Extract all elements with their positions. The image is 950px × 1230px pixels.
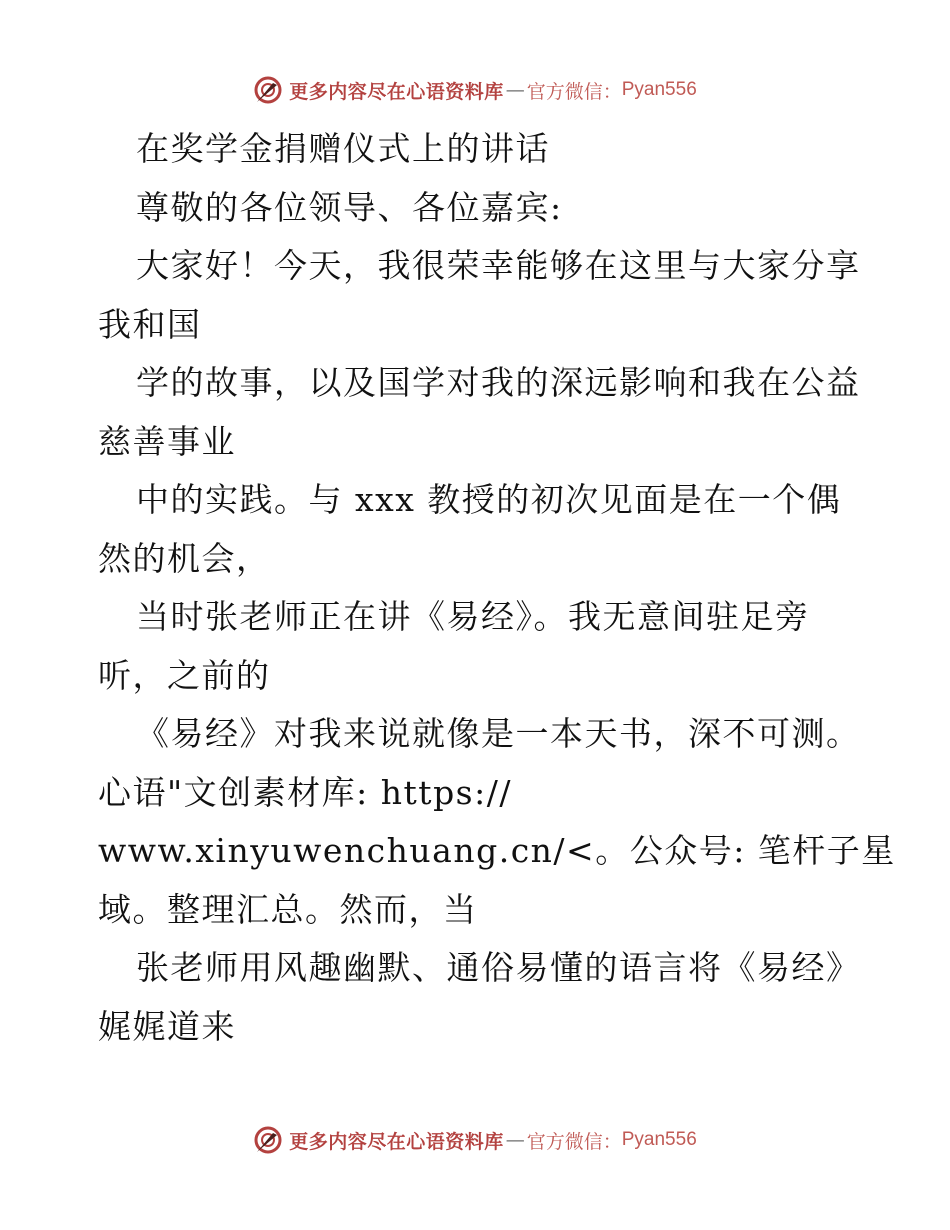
banner-separator: —: [505, 1129, 525, 1151]
banner-main-text: 更多内容尽在心语资料库: [289, 1130, 504, 1153]
salutation: 尊敬的各位领导、各位嘉宾:: [136, 187, 563, 227]
quill-logo-icon: [253, 75, 283, 105]
document-body: [98, 120, 896, 1056]
quill-logo-icon: [253, 1125, 283, 1155]
banner-wechat-id: Pyan556: [621, 1129, 697, 1150]
text-line: 张老师用风趣幽默、通俗易懂的语言将《易经》: [136, 948, 861, 987]
header-banner: [0, 70, 950, 110]
footer-banner: [0, 1120, 950, 1160]
text-line: 我和国: [98, 304, 202, 344]
text-line: 当时张老师正在讲《易经》。我无意间驻足旁: [136, 597, 810, 636]
text-line: 学的故事，以及国学对我的深远影响和我在公益: [136, 363, 861, 402]
text-line: www.xinyuwenchuang.cn/<。公众号: 笔杆子星: [98, 831, 896, 870]
text-line: 中的实践。与 xxx 教授的初次见面是在一个偶: [136, 480, 842, 519]
text-line: 然的机会，: [98, 538, 271, 578]
banner-wechat-label: 官方微信：: [526, 80, 622, 103]
text-line: 娓娓道来: [98, 1006, 236, 1046]
text-line: 心语"文创素材库: https://: [98, 772, 512, 812]
banner-main-text: 更多内容尽在心语资料库: [289, 80, 504, 103]
text-line: 听，之前的: [98, 655, 271, 695]
document-title: 在奖学金捐赠仪式上的讲话: [136, 129, 550, 168]
banner-wechat-id: Pyan556: [621, 79, 697, 100]
text-line: 慈善事业: [98, 421, 236, 461]
banner-separator: —: [505, 79, 525, 101]
text-line: 大家好！今天，我很荣幸能够在这里与大家分享: [136, 246, 861, 285]
text-line: 域。整理汇总。然而，当: [98, 889, 478, 929]
banner-wechat-label: 官方微信：: [526, 1130, 622, 1153]
text-line: 《易经》对我来说就像是一本天书，深不可测。: [136, 714, 861, 753]
